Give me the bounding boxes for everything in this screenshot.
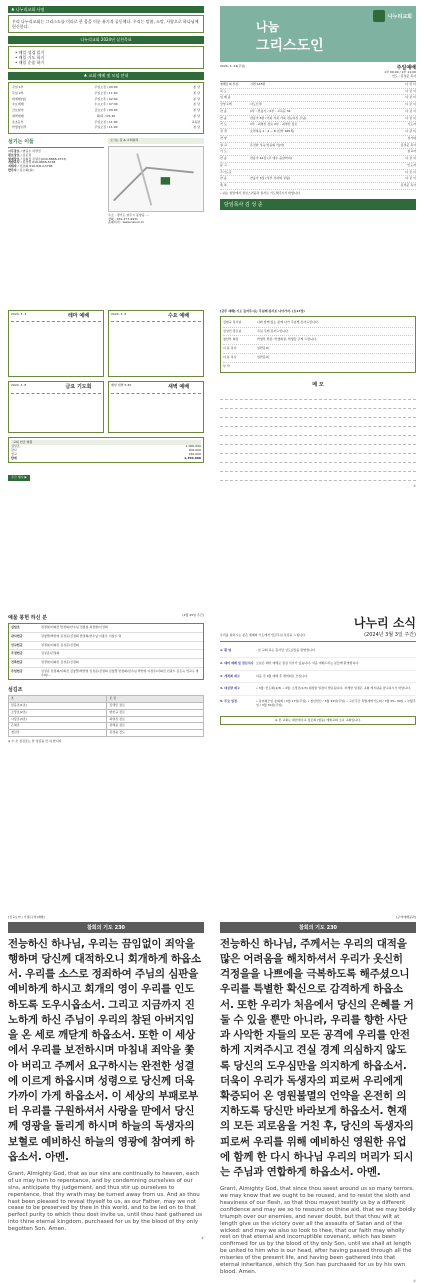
order-content: 찬송가 8장 (거룩 거룩 거룩 전능하신 주님) [250,115,307,120]
target-2: • 매일 기도 하기 [15,55,45,60]
order-label: 성 경 [220,129,227,133]
order-who: 기도자 [407,122,416,127]
news-intro: 우리를 위하시는 분은 예배와 기도에서 헌금주님 섬김을 느낍니다. [220,633,306,638]
order-who: 다 같 이 [405,129,416,133]
service-title: 주일예배 [396,65,416,71]
memo-lines [220,391,416,481]
servant-name: / 전초희 010-8414-3798 [17,164,53,168]
order-who: 다 같 이 [405,81,416,86]
order-label: 설 교 [220,142,227,147]
worship-time: 주일오전 / 11:00 [94,90,118,95]
order-who: 다 같 이 [405,115,416,120]
church-name: 나누리교회 [387,13,412,20]
map-phone: 전화 : 031-277-9931 [108,216,138,221]
order-label: 찬 양 [220,135,227,140]
order-row [220,102,416,109]
news-item [220,671,416,684]
offering-box [8,437,204,464]
weekly-list [220,316,416,374]
order-content [250,90,384,94]
order-who: 설교자 [407,149,416,154]
worship-time: 주일오전 / 11:00 [94,125,118,130]
page1-left [8,6,204,282]
target-1: • 매일 성경 읽기 [15,50,45,55]
order-content: 찬송가 3장 (성부 성자와 성령) [250,176,290,181]
news-item-text: • 남녀회모임 총회예 / 3월 17일(주일) • 청년헌신 / 3월 24일(주일) • 고난주간 특별새벽기도회 / 3월 25~30일 • 부활주일 / 3월 31일(주일) [256,699,416,707]
news-item-text: : 본 교회 하는 홈사랑 성도님들을 환영합니다. [256,648,316,652]
weekly-item [223,363,413,371]
order-who: 김성준 목사 [400,142,416,147]
order-row [220,122,416,129]
service-card-title: 수요 예배 [167,313,190,319]
serve-team-cell: 소망조(2조) [9,709,107,716]
order-who: 인도자 [407,162,416,167]
servants-title: 섬기는 이들 [8,139,34,145]
news-header [220,614,416,638]
page2-left [8,310,204,586]
serve-team-head-col: 조 장 [107,696,204,703]
offering-title: 예물 봉헌 하신 분 [8,615,48,621]
memo-line [220,427,416,436]
order-content: 사도신경 [250,102,262,106]
bulletin-page-4 [0,912,424,1283]
divider [111,393,201,394]
order-label: 기 도 [220,122,227,127]
serve-team-row [9,723,204,730]
news-item-text: 다음 주 3월 예배 후 개척회로 모입니다. [256,673,309,678]
servants-block [8,138,104,225]
order-content: 온전한 성숙 받음의 식(마) [250,142,285,147]
order-label: 예배로의 부름 [220,81,239,86]
service-card-date: 2024. 3. 6 [111,312,127,316]
order-label: 찬 송 [220,115,227,120]
order-of-service [220,81,416,190]
news-item [220,658,416,671]
donor-key: 주정헌금 [11,651,23,656]
offering-key: 십일조 [11,444,20,449]
weekly-events-label: 주간 행사 ▶ [8,475,30,481]
weekly-item [223,319,413,328]
memo-line [220,400,416,409]
servant-name: / 김경열 010-9848-5728 [20,160,56,165]
weekly-item-label: 김현숙 목사님 [223,319,242,324]
serve-team-header [9,696,204,703]
news-title-block [338,614,416,638]
prayer-ko: 전능하신 하나님, 주께서는 우리의 대적을 많은 어려움을 해치하셔서 우리가 옷신히 걱정을을 나쁘에을 극복하도록 해주셨으니 우리를 특별한 확신으로 감격하게 하옵소서. 또한 우리가 처음에서 당신의 은혜를 거둘 수 있을 뿐만 아니라, 우리를 향한 사단과 사악한 자들의 모든 공격에 우리를 안전하게 지켜주시고 견실 경계 의심하지 않도록 당신의 도우심만을 의지하게 하옵소서. 더욱이 우리가 독생자의 피로써 우리에게 확증되어 온 영원불멸의 언약을 온전히 의지하도록 당신만 바라보게 하옵소서. 현재의 모든 괴로움을 거친 후, 당신의 독생자의 피로써 우리를 위해 예비하신 영원한 유업에 함께 한 다시 하나님 우리의 머리가 되시는 주님과 연합하게 하옵소서. 아멘. [220,937,414,1179]
vision-text: 우리 나누리교회는 그리스도를 머리로 한 몸을 이룬 유기적 공동체다. 우리는 말씀, 소망, 사랑으로 하나님께 헌신한다. [8,15,204,33]
worship-name: 주일 2부 [12,90,24,95]
donor-val: 김창열/박한영 김성준/진정희 반정희/한수님 이종우 이창수 명 [41,633,122,638]
worship-place: 본 당 [193,113,201,118]
offering-row [11,457,201,461]
donor-val: 김성준/진정희 [41,651,60,656]
map-address: 주소 : 경기도 양주시 봉양읍 ... [108,212,149,217]
servant-name: / 김희진 진필수(010-8868-2373) [20,156,67,161]
serve-team-row [9,703,204,710]
order-who: 성가대 [407,135,416,140]
offering-donors [8,623,204,680]
donor-val: 권경철/이희진 반정희/한수님 전종섭 최정현/이성희 [41,625,108,629]
bulletin-page-2 [0,304,424,590]
prayer-en: Grant, Almighty God, that as our sins are continually to heaven, each of us may turn to repentance, and by condemning ourselves of our sins, anticipate thy judgement, and thus stir up ourselves to repentance, that thy wrath may be turned away from us. And as thou hast been pleased to reveal thyself to us, as our Father, may we not cease to be preserved by thee in this world, and to be led on to that perfect purity to which thou dost invite us, until thou hast gathered us into thine eternal kingdom, purchased for us by the blood of thy only begotten Son. Amen. [8,1171,202,1233]
offering-val: 1,350,000 [184,455,201,460]
order-row [220,143,416,150]
worship-time: 수요오후 / 07:30 [94,102,118,107]
serve-footnote: ※ 수 조 섬김조는 한 섬김을 만 하 합니다. [8,738,63,743]
weekly-item-text: 일반문의 [257,354,269,359]
order-label: 찬 송 [220,156,227,160]
offering-key: 합계 [11,455,17,460]
order-row [220,109,416,116]
worship-time: 주일오후 / 02:00 [94,96,118,101]
page4-right [220,915,416,1283]
donor-row [9,633,203,642]
order-content [250,171,384,175]
donor-val: 김성준 전정희/이희진 김창열/박한영 김성준/진정희 김창열 반정희/한수님 박한영 이정우/이희진 진필수 김은숙 선교구 명수회/... [41,668,199,677]
servant-role: 명예장로 [8,156,20,161]
worship-time: 주일오전 / 09:00 [94,85,118,89]
service-card-date: 2024. 3. 8 [11,383,27,388]
worship-place: 본 당 [193,96,201,101]
weekly-item-label: 청년부 회장 [223,337,239,342]
donor-val: 권경철/이희진 김성준/진정희 [41,642,79,647]
targets-box [8,46,204,69]
map-lines-icon [109,147,203,211]
donor-key: 선교헌금 [11,642,23,647]
order-label: 기 도 [220,149,227,154]
servant-row [8,169,104,173]
order-row [220,95,416,102]
hero-line2: 그리스도인 [256,38,324,54]
pastor-sign-bar: 담임목사 김 성 준 [220,199,416,210]
page-number: ④ [201,1235,204,1240]
memo-line [220,436,416,445]
worship-name: 대예배(청) [12,96,26,101]
weekly-item-label: 김성인 장로님 [223,328,242,333]
worship-table [8,82,204,134]
donor-key: 감사헌금 [11,633,23,638]
worship-time: 금요오후 / 09:00 [94,108,118,112]
order-who: 다 같 이 [405,176,416,181]
offering-val: 1,000,000 [185,444,201,449]
service-card [108,310,204,377]
map-web: 홈페이지 : www.nanuri.kr [108,220,145,225]
weekly-heading: [금주 예배] 기도 들어주시는 주님께 감사로 나아가자. (요17장) [220,309,305,313]
church-brand [373,10,412,22]
memo-section [220,381,416,489]
worship-title: ♣ 교회 예배 및 모임 안내 [8,72,204,80]
order-content: 1부 : 찬송가 / 2부 : 교독문 34 [250,108,291,113]
serve-team-cell: 김택민 장로 [107,703,204,710]
donor-key: 십일조 [11,625,20,629]
prayer-tag: [구역예배공과] [396,915,416,919]
donor-row [9,668,203,680]
page3-right [220,614,416,890]
serve-team-cell: 최명진 장로 [107,716,204,723]
offering-val: 200,000 [188,448,201,452]
service-card-title: 금요 기도회 [65,384,92,391]
servant-role: 원로장로 [8,152,20,157]
weekly-item [223,336,413,345]
news-item [220,696,416,712]
order-content [250,164,384,168]
services-grid-2 [8,381,204,432]
order-label: 축 복 [220,183,227,187]
order-label: 찬 송 [220,176,227,181]
weekly-item-text: 주님 주께 감사드립니다. [257,328,289,333]
weekly-item [223,345,413,354]
news-item-text: • 3월: 인도회(1/3) • 4월: 소망조(1/3) 대심방 일정이 발표됩니다. 자세한 일정은 교회 게시판을 참고하시기 바랍니다. [256,686,411,691]
order-content: 시편 145편 [250,81,266,86]
memo-title: 메 모 [312,382,324,389]
servants-and-map [8,138,204,225]
servant-role: 지휘자 [8,164,17,168]
order-content [250,96,384,100]
news-item-title: 2. 테마 예배 및 점심식사 [220,660,254,665]
servant-name: / 김준권 [20,152,32,157]
prayer-ko: 전능하신 하나님, 우리는 끔임없이 죄악을 행하며 당신께 대적하오니 회개하게 하옵소서. 우리를 소스로 정죄하여 주님의 심판을 예비하게 하시고 회개의 영이 우리를 인도하도록 도우시옵소서. 그리고 지금까지 진노하게 하신 주님이 우리의 참된 아버지임을 온 세로 깨닫게 하옵소서. 또한 이 세상에서 우리를 보전하시며 마침내 죄악을 쫓아 버리고 주께서 요구하시는 완전한 성결에 이르게 하옵시며 성령으로 당신께 더욱 가까이 가게 하옵소서. 이 세상의 부패로부터 우리를 구원하셔서 사랑을 맏에서 당신께 영광을 돌리게 하시며 하늘의 독생자의 보혈로 예비하신 하늘의 영광에 참여케 하옵소서. 아멘. [8,937,201,1163]
order-who: 다 같 이 [405,108,416,113]
servant-role: 시무장로 [8,149,20,153]
serve-team-row [9,709,204,716]
news-item-title: 3. 개척회 예고 [220,673,240,678]
weekly-item [223,354,413,363]
order-row [220,183,416,190]
news-date: (2024년 3월 3일 주간) [364,632,416,638]
serve-team-head-col: 조 [9,696,107,703]
service-card-body [11,396,101,430]
weekly-item-label: 이 분 목사 [223,346,237,350]
divider [8,147,104,148]
order-content [250,150,384,154]
targets-title: 나누리교회 2024년 실천목표 [8,36,204,44]
map-block [108,138,204,225]
divider [220,641,416,642]
vision-title: ♣ 나누리교회 사명 [8,6,204,13]
worship-place: 본 당 [193,90,201,95]
order-row [220,163,416,170]
serve-team-cell: 사랑조(3조) [9,716,107,723]
hero-banner [220,6,416,62]
order-content [250,137,384,141]
target-3: • 매일 순종 하기 [15,60,45,65]
news-item-title: 5. 주요 일정 [220,699,237,703]
order-who: 다 같 이 [405,102,416,106]
page3-left [8,614,204,890]
map-title: 오시는 길 & 교회위치 [108,138,204,144]
hero-line1: 나눔 [256,20,280,34]
page-number: ① [413,484,416,489]
servant-role: 반주자 [8,167,17,172]
news-footer: ※ 본 교회는 대한예수교 장로회 (합동) 개혁교회 소속 교회입니다. [220,716,416,726]
servant-name: / 김소희(솔) [17,167,34,172]
offering-val: 150,000 [188,451,201,456]
order-content: 요한복음 1 : 4 ~ 8 (신약 165쪽) [250,129,295,133]
donor-val: 권경철/이희진 김성준/진정희 [41,660,79,664]
weekly-item [223,328,413,337]
prayer-tag: [성교요약 / 가정(구역)예배] [8,915,45,919]
news-item [220,683,416,696]
worship-name: 금요철야 [12,108,24,112]
worship-place: 본 당 [193,85,201,89]
offering-title: 교회 헌금 현황 [11,440,201,446]
service-card-date: 매일 새벽 5:30 [111,383,132,388]
worship-name: 유초등부 [12,119,24,124]
weekly-item-text: 학생부 학장, 학생회장, 학생들 주께 드립니다. [257,337,317,342]
worship-row [12,125,200,131]
order-who: 다 같 이 [405,95,416,100]
bulletin-page-1 [0,0,424,286]
service-card-title: 테마 예배 [67,313,90,319]
order-who: 다 같 이 [405,88,416,93]
weekly-item-text: 일반문의 [257,346,269,350]
worship-name: 학생청년부 [12,125,27,130]
worship-name: 수요예배 [12,102,24,107]
map-image[interactable] [108,146,204,212]
serve-team-cell: 김정윤 전도 [107,730,204,737]
service-presider: 인도 : 김성준 목사 [391,74,416,78]
donor-key: 건축헌금 [11,660,23,664]
order-row [220,82,416,89]
worship-name: 주일 1부 [12,85,24,89]
news-item [220,645,416,658]
memo-line [220,463,416,472]
servant-name: / 변길수 차상민 [20,149,41,153]
order-content: 1부 : 최명진 장로 2부 : 최명진 장로 [250,122,298,127]
bulletin-page-3 [0,608,424,894]
weekly-item-text [257,365,413,369]
news-item-title: 4. 대심방 예고 [220,686,240,691]
order-label: 목 도 [220,88,227,93]
donor-key: 주일헌금 [11,668,23,673]
service-time: 1부 09:00 / 2부 11:00 [384,70,416,75]
offering-key: 선교 [11,451,17,456]
serve-team-cell: 청년조 [9,730,107,737]
serve-team-cell: 변한규 장로 [107,709,204,716]
service-card-body [111,396,201,430]
worship-time: 화/목 / 05:30 [96,113,116,118]
service-notice: • 위는 일반에서 정성스러움과 질서로 기도해주시기 바랍니다. [220,190,301,195]
memo-line [220,454,416,463]
donor-row [9,624,203,633]
order-label: 주기도문 [220,169,232,174]
order-content: 찬송가 44장 (주 예수 음날까지) [250,156,292,160]
order-content [250,184,384,188]
serve-team-cell: 믿음조(1조) [9,703,107,710]
services-grid [8,310,204,377]
page2-right [220,310,416,586]
memo-line [220,418,416,427]
order-row [220,149,416,156]
memo-line [220,472,416,481]
worship-time: 주일오전 / 11:00 [94,119,118,124]
memo-line [220,391,416,400]
worship-place: 교육관 [191,119,201,124]
news-list [220,645,416,712]
order-label: 봉 고 [220,162,227,167]
service-card [108,381,204,432]
offering-date: (2월 25일 주간) [182,613,204,617]
order-who: 다 같 이 [405,169,416,174]
serve-team-cell: 은혜조 [9,723,107,730]
order-row [220,136,416,143]
worship-place: 본 당 [193,125,201,130]
news-title: 나누리 소식 [353,616,416,630]
service-date: 2024. 3. 24(주일) [220,64,246,68]
service-card-date: 2024. 3. 3 [11,312,27,316]
order-label: 입 례 송 [220,95,231,100]
divider [11,393,101,394]
order-who: 김성준 목사 [400,183,416,187]
serve-team-title: 섬김조 [8,687,23,694]
order-row [220,176,416,183]
service-card-body [111,324,201,374]
worship-place: 본 당 [193,102,201,107]
serve-team-table [8,695,204,737]
news-item-text: 오늘은 테마 예배로 점심 식사가 있습니다. 처음 예배드리는 분들께 환영합니다. [256,660,360,665]
offering-title-row [8,614,204,621]
donor-row [9,650,203,659]
order-row [220,156,416,163]
page1-right [220,6,416,282]
weekly-item-label: 부 탁 [223,363,230,368]
prayer-title: 참회의 기도 230 [8,922,204,933]
prayer-title: 참회의 기도 230 [220,922,416,933]
church-logo-icon [373,10,385,22]
hero-text [256,18,324,55]
service-card-body [11,324,101,374]
offering-key: 감사 [11,448,17,452]
prayer-en: Grant, Almighty God, that since thou seest around us so many terrors, we may know that we ought to be roused, and to resist the sloth and heaviness of our flesh, so that thou mayest testify us by a different confidence and may we so to resound on thine aid, that we may boldly triumph over our enemies, and never doubt, but that thou wilt at length give us the victory over all the assaults of Satan and of the wicked: and may we also so look to thee, that our faith may wholly rest on that eternal and incorruptible covenant, which has been confirmed for us by the blood of thy only Son, until we shall at length be united to him who is our head, after having passed through all the miseries of the present life, and having been gathered into that eternal inheritance, which thy Son has purchased for us by his own blood. Amen. [220,1186,416,1275]
weekly-item-label: 이 분 목사 [223,354,237,359]
memo-line [220,409,416,418]
page4-left [8,915,204,1240]
order-label: 찬 송 [220,108,227,113]
serve-team-row [9,716,204,723]
serve-team-cell: 권해웅 장로 [107,723,204,730]
divider [111,321,201,322]
weekly-item-text: 나와 함께 있는 분께 나가 주님께 감사드립니다. [257,319,319,324]
order-who: 다 같 이 [405,156,416,160]
memo-line [220,445,416,454]
servant-role: 개발목사 [8,160,20,165]
service-card-title: 새벽 예배 [167,384,190,391]
divider [11,321,101,322]
donor-row [9,642,203,651]
serve-team-row [9,730,204,737]
order-row [220,129,416,136]
order-label: 신앙고백 [220,102,232,106]
donor-row [9,659,203,668]
page-number: ① [413,1278,416,1283]
worship-place: 본 당 [193,108,201,112]
worship-name: 새벽예배 [12,113,24,118]
service-card [8,310,104,377]
service-card [8,381,104,432]
order-row [220,89,416,96]
news-item-title: 1. 환 영 [220,648,232,652]
